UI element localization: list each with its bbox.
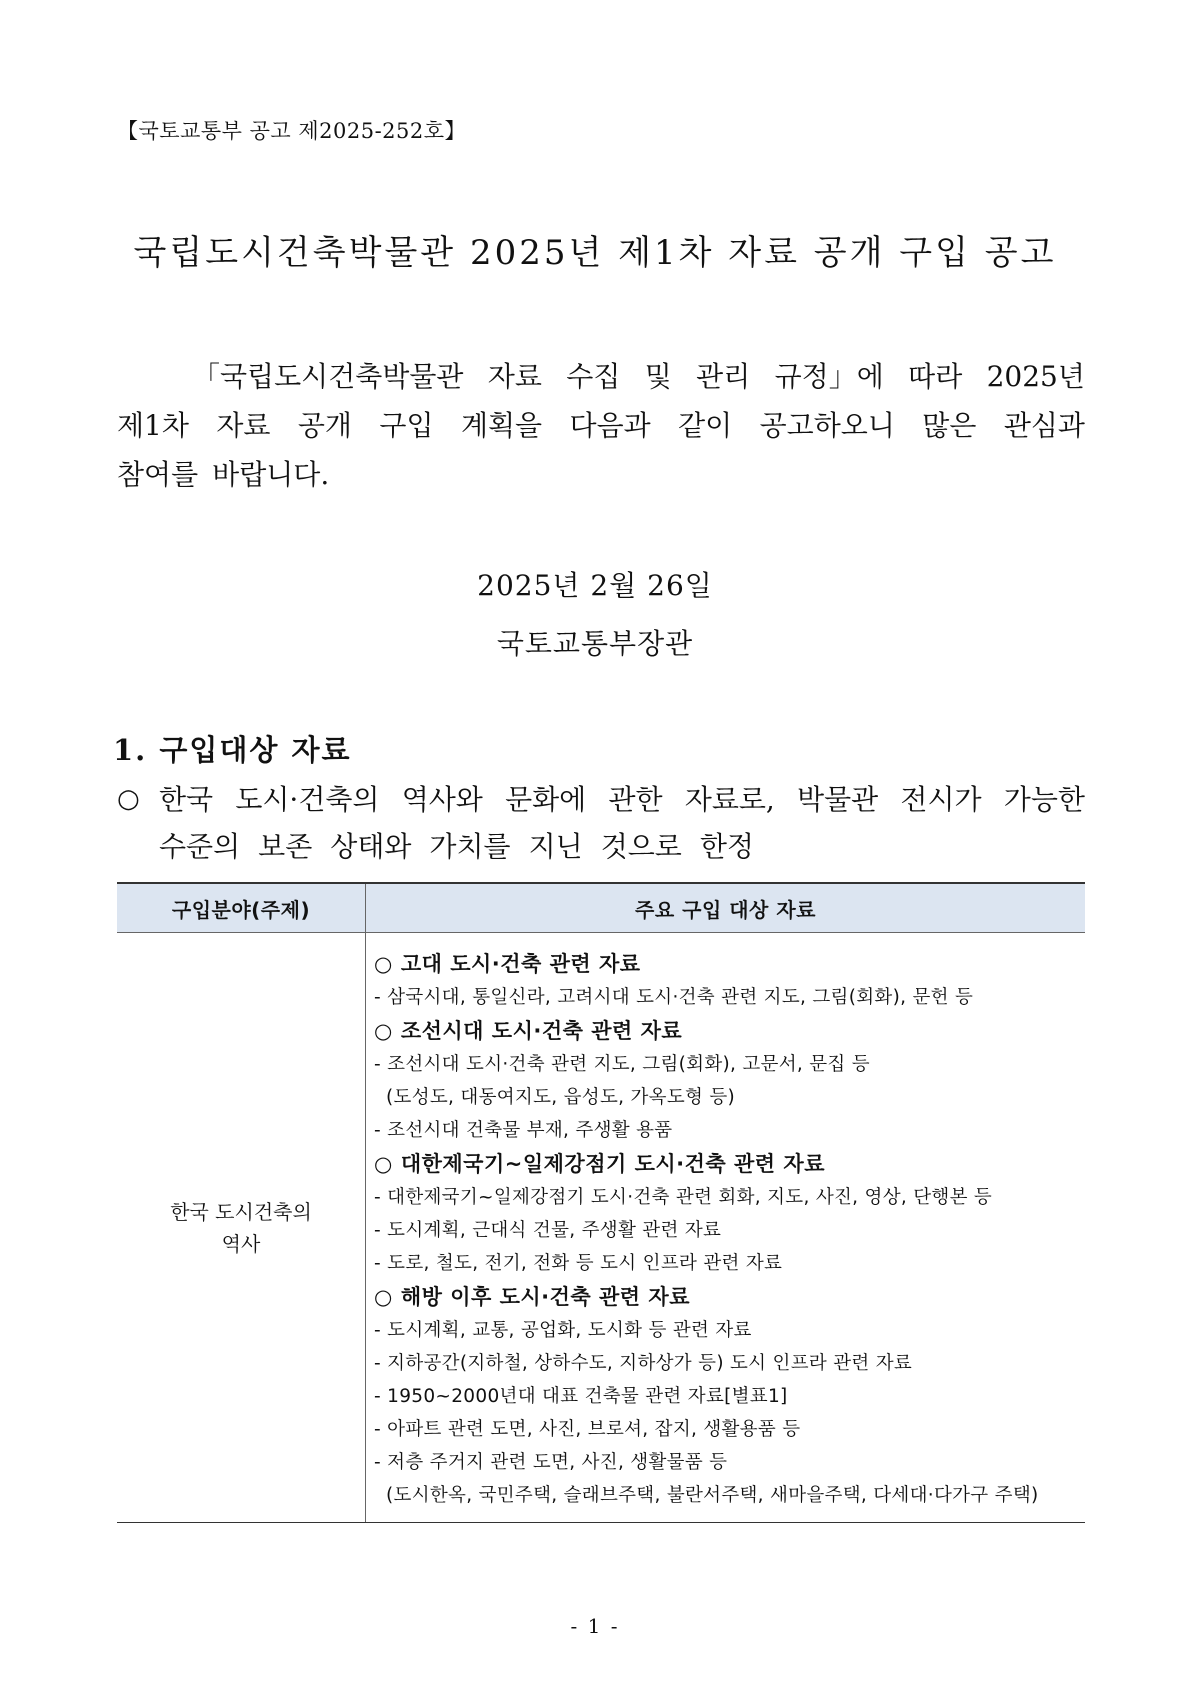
intro-word: 많은	[922, 409, 977, 442]
intro-word: 공고하오니	[759, 409, 895, 442]
bullet-line-1	[117, 776, 1085, 823]
bullet-word: 역사와	[401, 783, 483, 816]
list-item: - 대한제국기~일제강점기 도시·건축 관련 회화, 지도, 사진, 영상, 단행본 등	[374, 1187, 993, 1208]
section-heading: 1. 구입대상 자료	[113, 733, 352, 767]
bullet-word: 한국	[159, 783, 214, 816]
bullet-word: 한정	[699, 830, 754, 863]
group-title	[374, 1147, 1075, 1181]
intro-word: 및	[644, 360, 672, 393]
intro-line-2	[117, 401, 1085, 450]
section-bullet	[117, 776, 1085, 870]
bullet-word: 가능한	[1003, 783, 1085, 816]
document-title: 국립도시건축박물관 2025년 제1차 자료 공개 구입 공고	[133, 233, 1057, 273]
intro-word: 관심과	[1003, 409, 1085, 442]
bullet-word: 수준의	[159, 830, 241, 863]
notice-date: 2025년 2월 26일	[477, 569, 713, 602]
group-title-text: 고대 도시·건축 관련 자료	[400, 952, 641, 976]
list-item: - 삼국시대, 통일신라, 고려시대 도시·건축 관련 지도, 그림(회화), 문헌 등	[374, 987, 974, 1008]
circle-bullet-icon: ○	[374, 1285, 393, 1309]
table-header-items: 주요 구입 대상 자료	[366, 883, 1086, 933]
table-header-row	[117, 883, 1085, 933]
bullet-word: 박물관	[797, 783, 879, 816]
list-item: - 저층 주거지 관련 도면, 사진, 생활물품 등	[374, 1452, 728, 1473]
intro-word: 참여를	[117, 458, 199, 491]
notice-number: 【국토교통부 공고 제2025-252호】	[117, 119, 467, 143]
bullet-word: 관한	[608, 783, 663, 816]
circle-bullet-icon: ○	[374, 1019, 393, 1043]
intro-word: 구입	[379, 409, 434, 442]
list-item: (도성도, 대동여지도, 읍성도, 가옥도형 등)	[386, 1087, 736, 1108]
bullet-word: 상태와	[330, 830, 412, 863]
bullet-word: 전시가	[900, 783, 982, 816]
list-item: - 도시계획, 근대식 건물, 주생활 관련 자료	[374, 1220, 722, 1241]
circle-bullet-icon: ○	[374, 1152, 393, 1176]
intro-word: 수집	[566, 360, 621, 393]
circle-bullet-icon: ○	[374, 952, 393, 976]
category-cell	[117, 933, 366, 1523]
list-item: - 도로, 철도, 전기, 전화 등 도시 인프라 관련 자료	[374, 1253, 783, 1274]
intro-word: 제1차	[117, 409, 189, 442]
items-cell	[366, 933, 1086, 1523]
purchase-target-table	[117, 882, 1085, 1523]
bullet-word: 가치를	[429, 830, 511, 863]
group-title-text: 대한제국기~일제강점기 도시·건축 관련 자료	[400, 1152, 825, 1176]
intro-word: 따라	[908, 360, 963, 393]
table-row	[117, 933, 1085, 1523]
list-item: - 지하공간(지하철, 상하수도, 지하상가 등) 도시 인프라 관련 자료	[374, 1353, 913, 1374]
table-header-category: 구입분야(주제)	[117, 883, 366, 933]
intro-word: 같이	[678, 409, 733, 442]
list-item: - 조선시대 건축물 부재, 주생활 용품	[374, 1120, 673, 1141]
page-number: - 1 -	[570, 1614, 620, 1638]
intro-word: 바랍니다.	[212, 458, 330, 491]
group-title	[374, 1280, 1075, 1314]
intro-word: 다음과	[569, 409, 651, 442]
list-item: - 도시계획, 교통, 공업화, 도시화 등 관련 자료	[374, 1320, 752, 1341]
intro-word: 관리	[696, 360, 751, 393]
intro-line-1	[117, 352, 1085, 401]
intro-word: 공개	[297, 409, 352, 442]
intro-word: 규정」에	[774, 360, 884, 393]
bullet-word: 도시·건축의	[235, 783, 380, 816]
signer: 국토교통부장관	[496, 627, 694, 660]
bullet-word: 것으로	[600, 830, 682, 863]
list-item: - 조선시대 도시·건축 관련 지도, 그림(회화), 고문서, 문집 등	[374, 1054, 870, 1075]
bullet-word: 보존	[258, 830, 313, 863]
intro-word: 자료	[487, 360, 542, 393]
intro-word: 「국립도시건축박물관	[192, 360, 464, 393]
intro-word: 2025년	[986, 360, 1085, 393]
list-item: (도시한옥, 국민주택, 슬래브주택, 불란서주택, 새마을주택, 다세대·다가구 주택)	[386, 1485, 1039, 1506]
bullet-word: 지닌	[528, 830, 583, 863]
group-title-text: 해방 이후 도시·건축 관련 자료	[400, 1285, 690, 1309]
list-item: - 아파트 관련 도면, 사진, 브로셔, 잡지, 생활용품 등	[374, 1419, 801, 1440]
bullet-word: 자료로,	[684, 783, 775, 816]
category-line: 한국 도시건축의	[170, 1199, 312, 1224]
bullet-word: 문화에	[505, 783, 587, 816]
category-line: 역사	[221, 1231, 261, 1256]
intro-word: 자료	[216, 409, 271, 442]
intro-line-3	[117, 450, 1085, 499]
group-title	[374, 947, 1075, 981]
bullet-line-2	[117, 823, 1085, 870]
list-item: - 1950~2000년대 대표 건축물 관련 자료[별표1]	[374, 1386, 788, 1407]
group-title-text: 조선시대 도시·건축 관련 자료	[400, 1019, 683, 1043]
group-title	[374, 1014, 1075, 1048]
circle-bullet-icon: ○	[117, 784, 140, 814]
intro-word: 계획을	[460, 409, 543, 442]
intro-paragraph	[117, 352, 1085, 499]
